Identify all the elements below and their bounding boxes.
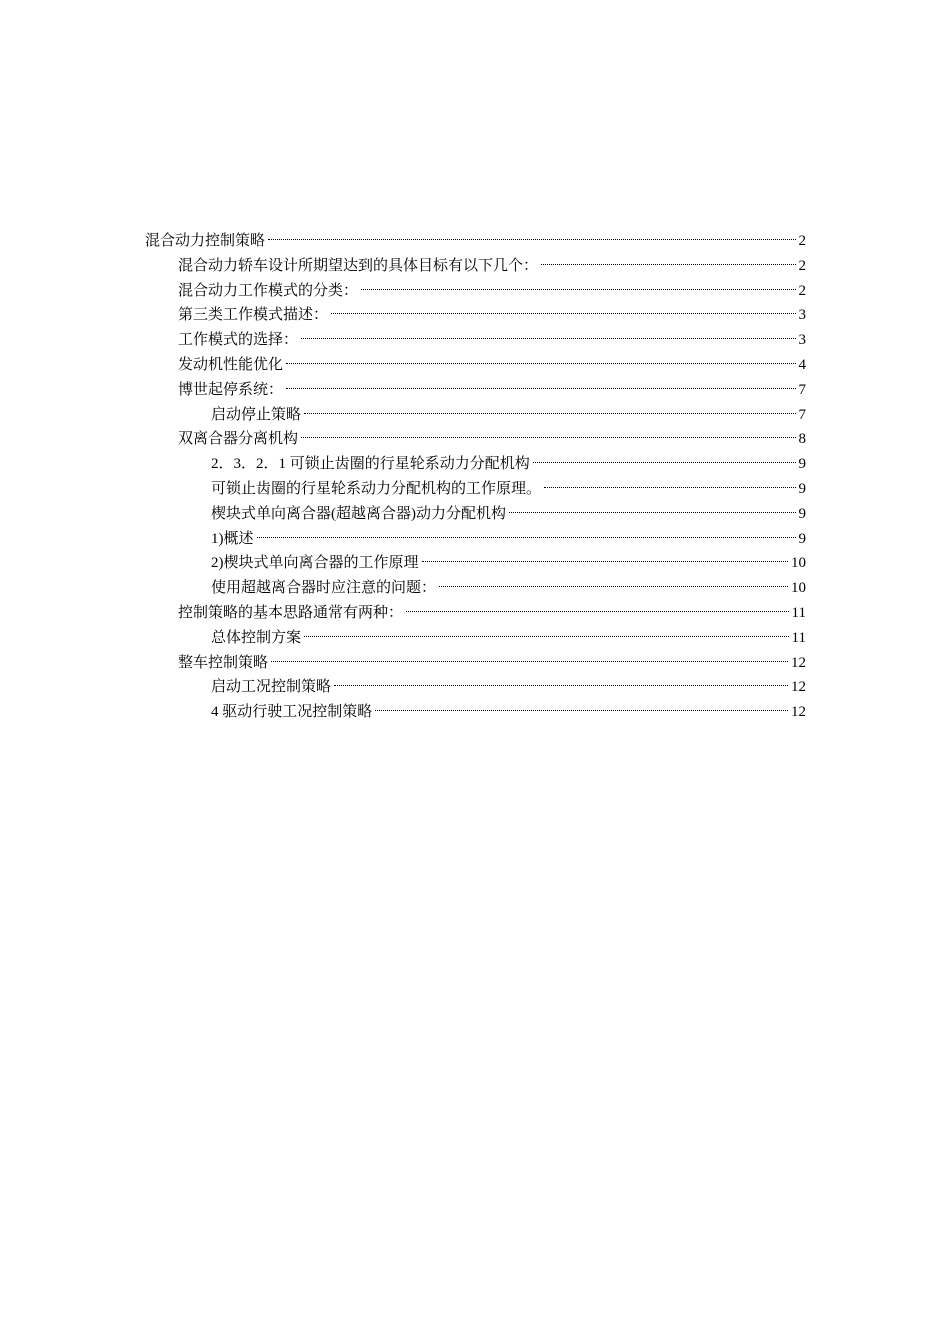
- toc-entry[interactable]: [211, 452, 806, 476]
- toc-dot-leader: [268, 239, 795, 240]
- toc-page-number: 12: [791, 655, 806, 671]
- toc-dot-leader: [422, 561, 789, 562]
- toc-entry-title: 楔块式单向离合器(超越离合器)动力分配机构: [211, 506, 506, 522]
- toc-entry-title: 控制策略的基本思路通常有两种：: [178, 605, 404, 621]
- toc-page-number: 3: [798, 332, 806, 348]
- toc-page-number: 10: [791, 580, 806, 596]
- toc-dot-leader: [301, 437, 795, 438]
- toc-dot-leader: [304, 413, 795, 414]
- toc-entry[interactable]: [211, 675, 806, 699]
- toc-entry[interactable]: [178, 378, 806, 402]
- toc-entry-title: 发动机性能优化: [178, 357, 284, 373]
- toc-dot-leader: [439, 586, 788, 587]
- toc-entry[interactable]: [211, 403, 806, 427]
- toc-page-number: 9: [798, 456, 806, 472]
- toc-page-number: 11: [791, 630, 806, 646]
- toc-page-number: 9: [798, 481, 806, 497]
- toc-entry-title: 混合动力工作模式的分类：: [178, 283, 359, 299]
- toc-entry[interactable]: [178, 279, 806, 303]
- toc-entry[interactable]: [211, 477, 806, 501]
- toc-page-number: 2: [798, 233, 806, 249]
- toc-dot-leader: [544, 487, 795, 488]
- toc-page-number: 3: [798, 307, 806, 323]
- toc-dot-leader: [334, 685, 788, 686]
- toc-page-number: 10: [791, 555, 806, 571]
- toc-page-number: 8: [798, 431, 806, 447]
- toc-entry-title: 启动停止策略: [211, 407, 302, 423]
- toc-page-number: 12: [791, 704, 806, 720]
- toc-entry-title: 双离合器分离机构: [178, 431, 299, 447]
- toc-entry[interactable]: [211, 700, 806, 724]
- toc-dot-leader: [304, 636, 789, 637]
- toc-entry-title: 1)概述: [211, 531, 254, 547]
- toc-entry[interactable]: [211, 551, 806, 575]
- toc-entry-title: 总体控制方案: [211, 630, 302, 646]
- toc-entry-title: 工作模式的选择：: [178, 332, 299, 348]
- toc-dot-leader: [375, 710, 788, 711]
- toc-entry-title: 整车控制策略: [178, 655, 269, 671]
- toc-page-number: 9: [798, 531, 806, 547]
- toc-entry[interactable]: [178, 328, 806, 352]
- toc-page-number: 9: [798, 506, 806, 522]
- toc-dot-leader: [286, 388, 795, 389]
- toc-page-number: 11: [791, 605, 806, 621]
- toc-entry[interactable]: [145, 229, 806, 253]
- toc-page-number: 7: [798, 407, 806, 423]
- toc-entry[interactable]: [178, 303, 806, 327]
- toc-entry[interactable]: [178, 254, 806, 278]
- toc-entry[interactable]: [178, 651, 806, 675]
- toc-page-number: 4: [798, 357, 806, 373]
- toc-dot-leader: [541, 264, 795, 265]
- toc-dot-leader: [509, 512, 796, 513]
- toc-entry[interactable]: [211, 502, 806, 526]
- toc-entry-title: 启动工况控制策略: [211, 679, 332, 695]
- toc-entry-title: 使用超越离合器时应注意的问题：: [211, 580, 437, 596]
- toc-dot-leader: [361, 289, 795, 290]
- toc-entry-title: 2．3．2．1 可锁止齿圈的行星轮系动力分配机构: [211, 456, 530, 472]
- toc-dot-leader: [286, 363, 795, 364]
- toc-entry-title: 混合动力控制策略: [145, 233, 266, 249]
- toc-dot-leader: [533, 462, 796, 463]
- toc-entry-title: 博世起停系统：: [178, 382, 284, 398]
- toc-entry-title: 4 驱动行驶工况控制策略: [211, 704, 373, 720]
- toc-entry-title: 第三类工作模式描述：: [178, 307, 329, 323]
- toc-entry-title: 混合动力轿车设计所期望达到的具体目标有以下几个：: [178, 258, 539, 274]
- toc-entry[interactable]: [211, 527, 806, 551]
- toc-entry[interactable]: [178, 427, 806, 451]
- toc-entry-title: 2)楔块式单向离合器的工作原理: [211, 555, 419, 571]
- toc-page-number: 12: [791, 679, 806, 695]
- toc-dot-leader: [301, 338, 795, 339]
- toc-entry[interactable]: [211, 626, 806, 650]
- toc-dot-leader: [406, 611, 789, 612]
- toc-dot-leader: [257, 537, 796, 538]
- toc-page-number: 7: [798, 382, 806, 398]
- toc-entry-title: 可锁止齿圈的行星轮系动力分配机构的工作原理。: [211, 481, 542, 497]
- toc-dot-leader: [271, 661, 788, 662]
- toc-entry[interactable]: [211, 576, 806, 600]
- toc-page-number: 2: [798, 258, 806, 274]
- toc-dot-leader: [331, 313, 795, 314]
- toc-entry[interactable]: [178, 353, 806, 377]
- toc-entry[interactable]: [178, 601, 806, 625]
- toc-page-number: 2: [798, 283, 806, 299]
